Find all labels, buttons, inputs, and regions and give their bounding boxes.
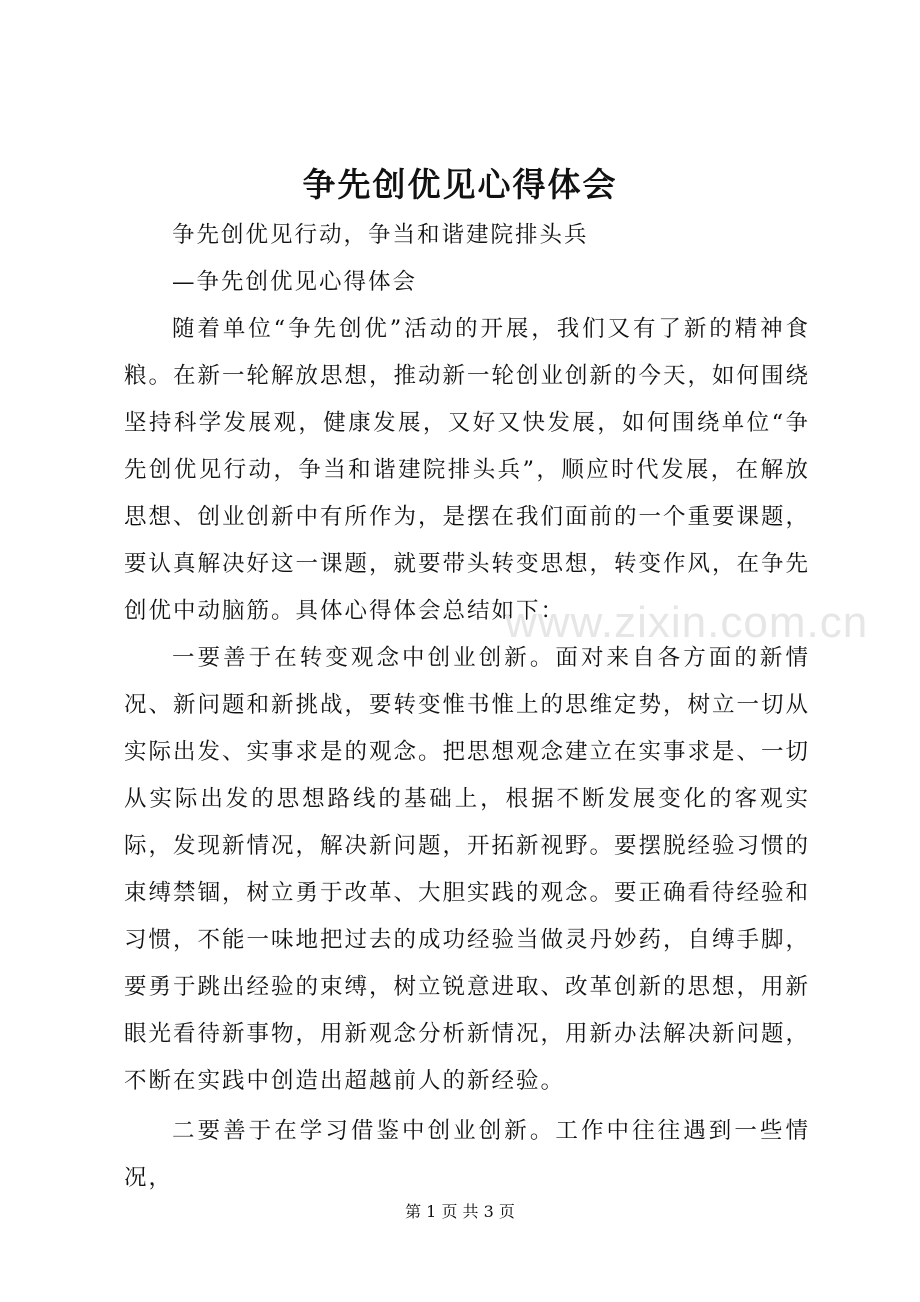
document-body — [124, 212, 810, 1202]
subtitle-line-1: 争先创优见行动，争当和谐建院排头兵 — [172, 222, 589, 248]
paragraph-point-two: 二要善于在学习借鉴中创业创新。工作中往往遇到一些情况， — [124, 1118, 810, 1191]
subtitle-line-2: —争先创优见心得体会 — [172, 269, 418, 295]
paragraph-intro: 随着单位“争先创优”活动的开展，我们又有了新的精神食粮。在新一轮解放思想，推动新一轮创业创新的今天，如何围绕坚持科学发展观，健康发展，又好又快发展，如何围绕单位“争先创优见行动，争当和谐建院排头兵”，顺应时代发展，在解放思想、创业创新中有所作为，是摆在我们面前的一个重要课题，要认真解决好这一课题，就要带头转变思想，转变作风，在争先创优中动脑筋。具体心得体会总结如下： — [124, 316, 811, 624]
document-title: 争先创优见心得体会 — [302, 165, 618, 204]
page-footer: 第 1 页 共 3 页 — [405, 1202, 515, 1221]
paragraph-point-one: 一要善于在转变观念中创业创新。面对来自各方面的新情况、新问题和新挑战，要转变惟书惟上的思维定势，树立一切从实际出发、实事求是的观念。把思想观念建立在实事求是、一切从实际出发的思想路线的基础上，根据不断发展变化的客观实际，发现新情况，解决新问题，开拓新视野。要摆脱经验习惯的束缚禁锢，树立勇于改革、大胆实践的观念。要正确看待经验和习惯，不能一味地把过去的成功经验当做灵丹妙药，自缚手脚，要勇于跳出经验的束缚，树立锐意进取、改革创新的思想，用新眼光看待新事物，用新观念分析新情况，用新办法解决新问题，不断在实践中创造出超越前人的新经验。 — [124, 645, 811, 1094]
watermark: www.zixin.com.cn — [505, 598, 869, 647]
